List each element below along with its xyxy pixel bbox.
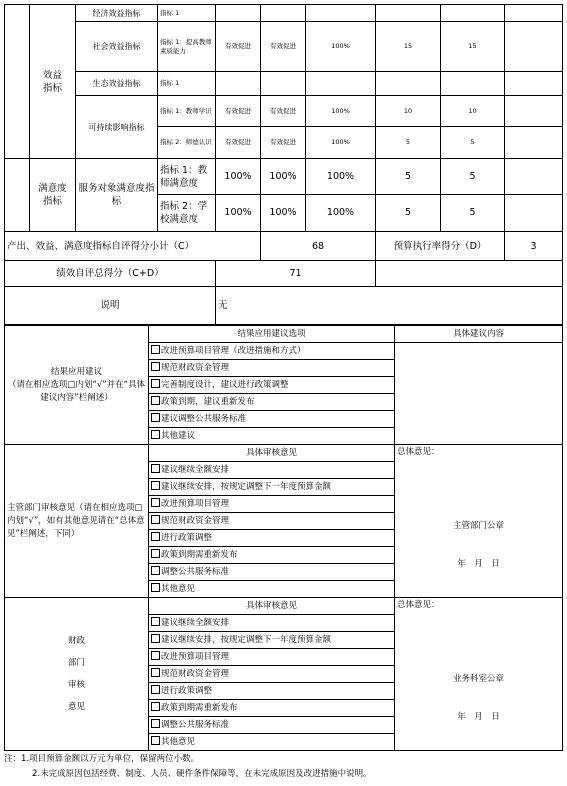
explanation-label: 说明 [5, 287, 216, 325]
satisfaction-category: 满意度 指标 [30, 159, 76, 232]
result-option-3[interactable]: 完善制度设计，建议进行政策调整 [149, 377, 395, 394]
sustainable-actual-group [261, 96, 306, 159]
sustainable-sub-2: 指标 2：师德认识 [160, 138, 212, 146]
result-option-5[interactable]: 建议调整公共服务标准 [149, 411, 395, 428]
result-content[interactable] [395, 343, 563, 445]
finance-option-7[interactable]: 调整公共服务标准 [149, 717, 395, 734]
cell [441, 5, 505, 22]
checkbox-icon[interactable] [151, 430, 160, 439]
explanation-value: 无 [216, 287, 563, 325]
sustainable-actual-2: 有效促进 [270, 138, 296, 146]
checkbox-icon[interactable] [151, 345, 160, 354]
subtotal-value: 68 [261, 232, 376, 261]
dept-option-7[interactable]: 调整公共服务标准 [149, 564, 395, 581]
social-rate: 100% [306, 22, 376, 72]
satisfaction-rate-group [306, 159, 376, 232]
cell [441, 72, 505, 96]
ecological-indicator: 生态效益指标 [76, 72, 158, 96]
checkbox-icon[interactable] [151, 515, 160, 524]
satisfaction-sub-2: 指标 2：学校满意度 [160, 201, 208, 225]
benefit-category: 效益 指标 [30, 5, 76, 159]
checkbox-icon[interactable] [151, 668, 160, 677]
dept-review-header: 具体审核意见 [149, 445, 395, 462]
cell [505, 5, 563, 22]
finance-option-5[interactable]: 进行政策调整 [149, 683, 395, 700]
checkbox-icon[interactable] [151, 634, 160, 643]
checkbox-icon[interactable] [151, 736, 160, 745]
sustainable-rate-2: 100% [331, 138, 350, 146]
satisfaction-score-1: 5 [441, 159, 504, 195]
dept-date: 年 月 日 [457, 559, 500, 569]
checkbox-icon[interactable] [151, 617, 160, 626]
satisfaction-score-2: 5 [469, 207, 476, 218]
sustainable-score-group [441, 96, 505, 159]
economic-sub: 指标 1 [158, 5, 216, 22]
checkbox-icon[interactable] [151, 583, 160, 592]
total-label: 绩效自评总得分（C+D） [5, 261, 216, 287]
dept-option-5[interactable]: 进行政策调整 [149, 530, 395, 547]
result-option-1[interactable]: 改进预算项目管理（改进措施和方式） [149, 343, 395, 360]
cell [261, 5, 306, 22]
budget-label: 预算执行率得分（D） [376, 232, 505, 261]
checkbox-icon[interactable] [151, 532, 160, 541]
cell [261, 72, 306, 96]
sustainable-blank-group [505, 96, 563, 159]
result-application-label: 结果应用建议 （请在相应选项□内划“√”并在“具体建议内容”栏阐述） [5, 326, 149, 445]
social-target: 有效促进 [216, 22, 261, 72]
checkbox-icon[interactable] [151, 379, 160, 388]
note-2: 2.未完成原因包括经费、制度、人员、硬件条件保障等，在未完成原因及改进措施中说明。 [32, 769, 372, 779]
finance-review-label: 财政 部门 审核 意见 [5, 598, 149, 751]
dept-seal: 主管部门公章 [452, 521, 504, 531]
sustainable-target-1: 有效促进 [216, 96, 260, 127]
dept-option-6[interactable]: 政策到期需重新发布 [149, 547, 395, 564]
checkbox-icon[interactable] [151, 498, 160, 507]
checkbox-icon[interactable] [151, 413, 160, 422]
dept-overall-label: 总体意见： [397, 447, 440, 457]
satisfaction-actual-2: 100% [269, 207, 297, 218]
sustainable-target-group [216, 96, 261, 159]
result-option-4[interactable]: 政策到期，建议重新发布 [149, 394, 395, 411]
cell [216, 5, 261, 22]
satisfaction-target-1: 100% [216, 159, 260, 195]
social-indicator: 社会效益指标 [76, 22, 158, 72]
finance-date: 年 月 日 [457, 712, 500, 722]
dept-option-8[interactable]: 其他意见 [149, 581, 395, 598]
satisfaction-rate-1: 100% [306, 159, 375, 195]
sustainable-rate-group [306, 96, 376, 159]
finance-option-2[interactable]: 建议继续安排，按规定调整下一年度预算金额 [149, 632, 395, 649]
finance-overall[interactable] [395, 598, 563, 751]
satisfaction-rate-2: 100% [326, 207, 355, 218]
cell [216, 72, 261, 96]
performance-table [4, 4, 563, 325]
satisfaction-weight-1: 5 [376, 159, 440, 195]
result-option-2[interactable]: 规范财政资金管理 [149, 360, 395, 377]
finance-review-header: 具体审核意见 [149, 598, 395, 615]
sustainable-score-1: 10 [441, 96, 504, 127]
satisfaction-target-2: 100% [224, 207, 252, 218]
dept-overall[interactable] [395, 445, 563, 598]
review-table [4, 325, 563, 751]
satisfaction-target-group [216, 159, 261, 232]
total-value: 71 [216, 261, 376, 287]
finance-option-1[interactable]: 建议继续全额安排 [149, 615, 395, 632]
social-weight: 15 [376, 22, 441, 72]
sustainable-target-2: 有效促进 [225, 138, 251, 146]
satisfaction-weight-group [376, 159, 441, 232]
checkbox-icon[interactable] [151, 549, 160, 558]
checkbox-icon[interactable] [151, 651, 160, 660]
satisfaction-score-group [441, 159, 505, 232]
checkbox-icon[interactable] [151, 702, 160, 711]
finance-option-6[interactable]: 政策到期需重新发布 [149, 700, 395, 717]
finance-seal: 业务科室公章 [452, 674, 504, 684]
checkbox-icon[interactable] [151, 396, 160, 405]
sustainable-weight-group [376, 96, 441, 159]
satisfaction-actual-group [261, 159, 306, 232]
sustainable-score-2: 5 [470, 138, 475, 146]
cell [306, 5, 376, 22]
dept-option-2[interactable]: 建议继续安排，按规定调整下一年度预算金额 [149, 479, 395, 496]
sustainable-sub-group [158, 96, 216, 159]
result-option-6[interactable]: 其他建议 [149, 428, 395, 445]
result-options-header: 结果应用建议选项 [149, 326, 395, 343]
sustainable-sub-1: 指标 1：教师学识 [158, 96, 215, 127]
checkbox-icon[interactable] [151, 481, 160, 490]
sustainable-weight-2: 5 [405, 138, 411, 146]
ecological-sub: 指标 1 [158, 72, 216, 96]
checkbox-icon[interactable] [151, 464, 160, 473]
sustainable-weight-1: 10 [376, 96, 440, 127]
checkbox-icon[interactable] [151, 719, 160, 728]
total-blank [376, 261, 563, 287]
cell [376, 5, 441, 22]
budget-value: 3 [505, 232, 563, 261]
cell [505, 72, 563, 96]
satisfaction-blank-group [505, 159, 563, 232]
sustainable-rate-1: 100% [306, 96, 375, 127]
result-content-header: 具体建议内容 [395, 326, 563, 343]
finance-option-8[interactable]: 其他意见 [149, 734, 395, 751]
satisfaction-sub-group [158, 159, 216, 232]
satisfaction-weight-2: 5 [404, 207, 412, 218]
satisfaction-actual-1: 100% [261, 159, 305, 195]
blank-cell [5, 159, 30, 232]
economic-indicator: 经济效益指标 [76, 5, 158, 22]
finance-option-4[interactable]: 规范财政资金管理 [149, 666, 395, 683]
finance-option-3[interactable]: 改进预算项目管理 [149, 649, 395, 666]
subtotal-label: 产出、效益、满意度指标自评得分小计（C） [5, 232, 261, 261]
cell [376, 72, 441, 96]
checkbox-icon[interactable] [151, 566, 160, 575]
dept-option-4[interactable]: 规范财政资金管理 [149, 513, 395, 530]
social-actual: 有效促进 [261, 22, 306, 72]
dept-review-label: 主管部门审核意见（请在相应选项□内划“√”，如有其他意见请在“总体意见”栏阐述，下同） [5, 445, 149, 598]
checkbox-icon[interactable] [151, 362, 160, 371]
cell [505, 22, 563, 72]
note-1: 注：1.项目预算金额以万元为单位，保留两位小数。 [4, 754, 200, 764]
social-score: 15 [441, 22, 505, 72]
blank-cell [5, 5, 30, 159]
finance-overall-label: 总体意见： [397, 600, 440, 610]
notes [4, 752, 562, 782]
dept-option-1[interactable]: 建议继续全额安排 [149, 462, 395, 479]
sustainable-indicator: 可持续影响指标 [76, 96, 158, 159]
cell [306, 72, 376, 96]
satisfaction-indicator: 服务对象满意度指标 [76, 159, 158, 232]
checkbox-icon[interactable] [151, 685, 160, 694]
sustainable-actual-1: 有效促进 [261, 96, 305, 127]
satisfaction-sub-1: 指标 1：教师满意度 [158, 159, 215, 195]
social-sub: 指标 1：提高教师素质能力 [158, 22, 216, 72]
dept-option-3[interactable]: 改进预算项目管理 [149, 496, 395, 513]
